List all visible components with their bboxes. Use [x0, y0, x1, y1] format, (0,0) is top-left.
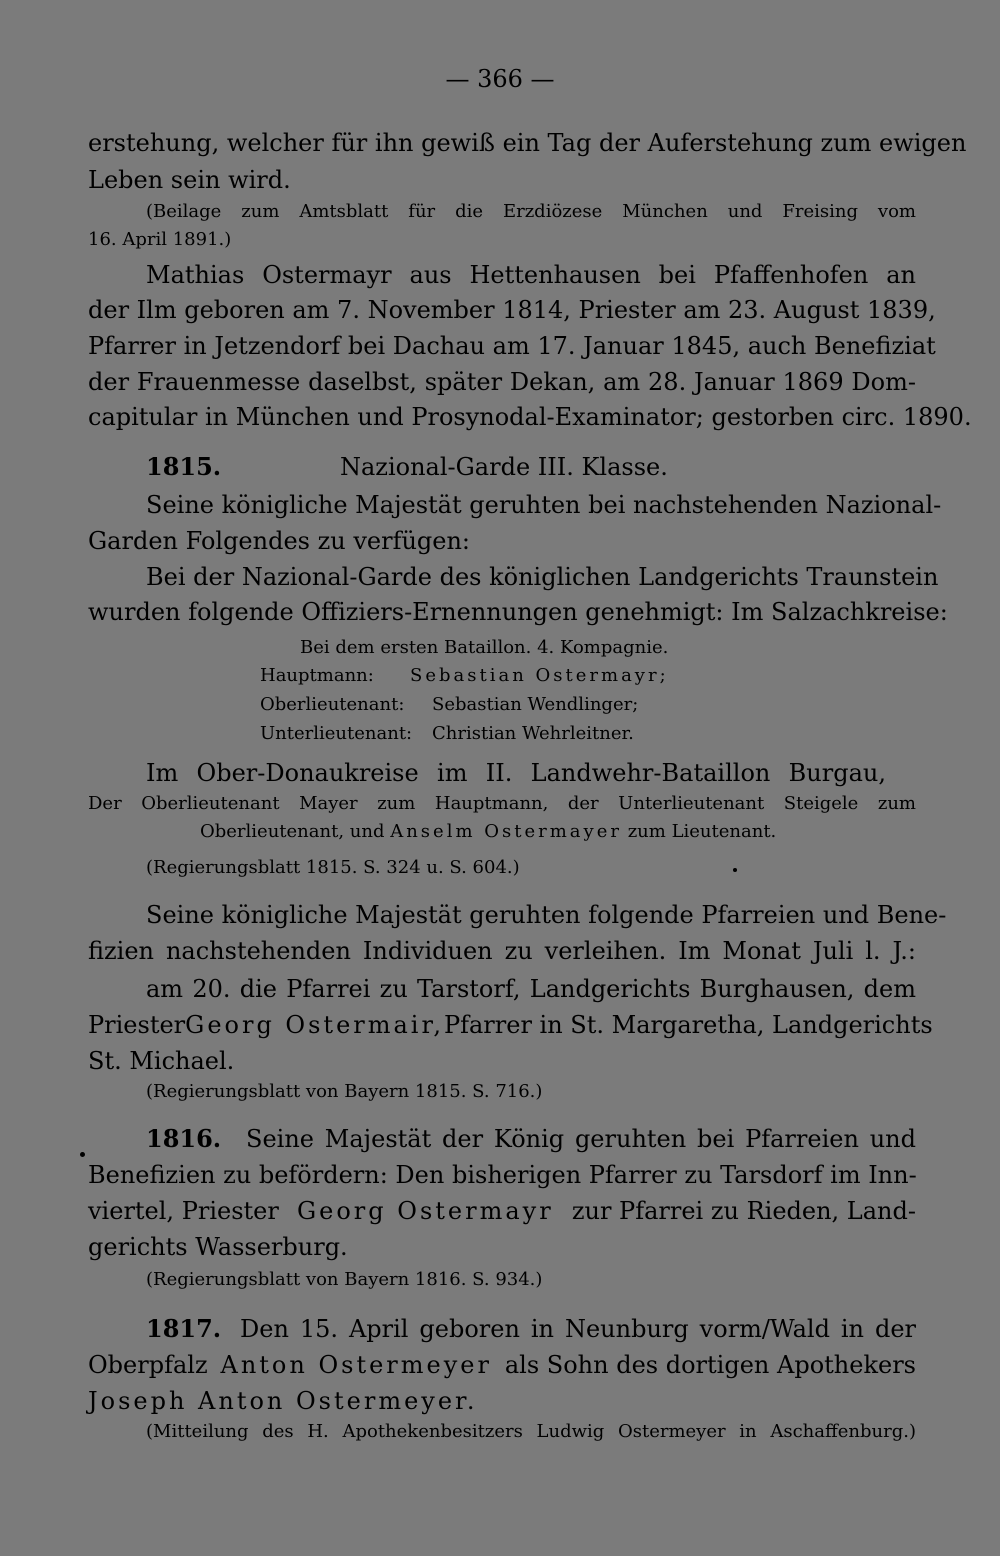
text-span: Oberpfalz: [88, 1351, 208, 1379]
text-span: Pfarrer in St. Margaretha, Landgerichts: [443, 1011, 933, 1039]
section-heading: Nazional-Garde III. Klasse.: [340, 453, 668, 481]
text-line: Seine Majestät der König geruhten bei Pfarreien und: [246, 1125, 916, 1153]
ink-speck: [80, 1152, 85, 1157]
text-span: Priester: [88, 1011, 186, 1039]
citation-line: 16. April 1891.): [88, 229, 232, 250]
officer-name: Christian Wehrleitner.: [432, 723, 634, 744]
text-span: zum Lieutenant.: [627, 821, 777, 842]
text-span: viertel, Priester: [88, 1197, 279, 1225]
page-number: — 366 —: [445, 65, 555, 93]
text-line: [88, 1010, 933, 1040]
text-line: Seine königliche Majestät geruhten bei nachstehenden Nazional-: [146, 491, 942, 519]
text-line: [200, 820, 776, 844]
section-year: 1815.: [146, 452, 222, 481]
person-name: Georg Ostermair,: [185, 1011, 444, 1039]
text-line: Pfarrer in Jetzendorf bei Dachau am 17. Januar 1845, auch Benefiziat: [88, 332, 936, 360]
text-line: erstehung, welcher für ihn gewiß ein Tag der Auferstehung zum ewigen: [88, 129, 967, 157]
citation-line: (Regierungsblatt von Bayern 1816. S. 934.): [146, 1269, 543, 1290]
officer-name: Sebastian Ostermayr;: [410, 665, 669, 686]
text-line: gerichts Wasserburg.: [88, 1233, 348, 1261]
text-line: Bei der Nazional-Garde des königlichen Landgerichts Traunstein: [146, 563, 939, 591]
person-name: Anselm Ostermayer: [390, 821, 622, 842]
rank-label: Oberlieutenant:: [260, 694, 405, 715]
person-name: Anton Ostermeyer: [220, 1351, 492, 1379]
text-line: St. Michael.: [88, 1047, 235, 1075]
text-line: der Frauenmesse daselbst, später Dekan, am 28. Januar 1869 Dom-: [88, 368, 916, 396]
rank-label: Hauptmann:: [260, 665, 374, 686]
text-span: Oberlieutenant, und: [200, 821, 385, 842]
text-line: Den 15. April geboren in Neunburg vorm/Wald in der: [240, 1315, 916, 1343]
rank-label: Unterlieutenant:: [260, 723, 413, 744]
officer-name: Sebastian Wendlinger;: [432, 694, 639, 715]
text-line: wurden folgende Offiziers-Ernennungen genehmigt: Im Salzachkreise:: [88, 598, 948, 626]
text-line: Im Ober-Donaukreise im II. Landwehr-Bataillon Burgau,: [146, 759, 886, 787]
text-line: Der Oberlieutenant Mayer zum Hauptmann, der Unterlieutenant Steigele zum: [88, 793, 916, 814]
citation-line: (Beilage zum Amtsblatt für die Erzdiözese München und Freising vom: [146, 201, 916, 222]
text-line: Mathias Ostermayr aus Hettenhausen bei Pfaffenhofen an: [146, 261, 916, 289]
text-line: capitular in München und Prosynodal-Examinator; gestorben circ. 1890.: [88, 403, 972, 431]
text-line: Benefizien zu befördern: Den bisherigen Pfarrer zu Tarsdorf im Inn-: [88, 1161, 917, 1189]
citation-line: (Regierungsblatt 1815. S. 324 u. S. 604.): [146, 857, 520, 878]
person-name: Georg Ostermayr: [296, 1197, 554, 1225]
text-line: fizien nachstehenden Individuen zu verleihen. Im Monat Juli l. J.:: [88, 937, 916, 965]
list-heading: Bei dem ersten Bataillon. 4. Kompagnie.: [300, 637, 669, 658]
citation-line: (Mitteilung des H. Apothekenbesitzers Ludwig Ostermeyer in Aschaffenburg.): [146, 1421, 916, 1442]
text-line: Seine königliche Majestät geruhten folgende Pfarreien und Bene-: [146, 901, 947, 929]
text-line: am 20. die Pfarrei zu Tarstorf, Landgerichts Burghausen, dem: [146, 975, 916, 1003]
section-year: 1816.: [146, 1124, 222, 1153]
text-span: zur Pfarrei zu Rieden, Land-: [571, 1197, 916, 1225]
text-line: Leben sein wird.: [88, 166, 291, 194]
text-line: [88, 1196, 916, 1226]
citation-line: (Regierungsblatt von Bayern 1815. S. 716.): [146, 1081, 543, 1102]
text-line: [88, 1350, 916, 1380]
text-line: Garden Folgendes zu verfügen:: [88, 527, 471, 555]
text-line: der Ilm geboren am 7. November 1814, Priester am 23. August 1839,: [88, 296, 936, 324]
person-name: Joseph Anton Ostermeyer.: [88, 1387, 478, 1415]
section-year: 1817.: [146, 1314, 222, 1343]
ink-speck: [733, 868, 737, 872]
text-span: als Sohn des dortigen Apothekers: [504, 1351, 916, 1379]
